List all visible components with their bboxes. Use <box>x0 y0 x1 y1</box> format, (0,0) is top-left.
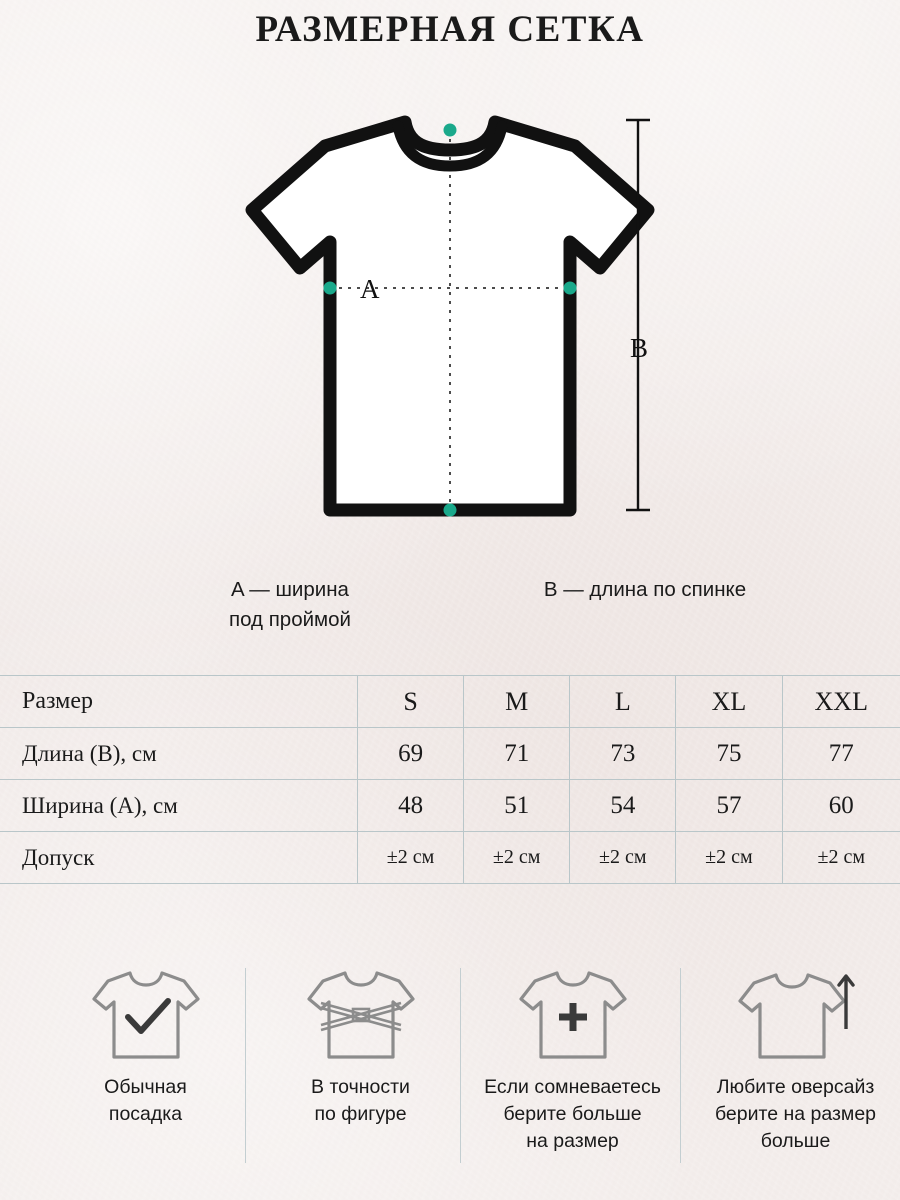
fit-oversize-line1: Любите оверсайз <box>716 1076 875 1098</box>
divider-3 <box>680 968 681 1163</box>
fit-item-size-up-doubt <box>465 960 680 1155</box>
fit-doubt-line3: на размер <box>526 1130 619 1152</box>
cell-length-xl: 75 <box>676 728 782 780</box>
table-header-row <box>0 676 900 728</box>
row-label-tolerance: Допуск <box>0 832 358 884</box>
fit-exact-line2: по фигуре <box>314 1103 407 1125</box>
legend-a-line2: под проймой <box>228 608 351 631</box>
cell-tolerance-xxl: ±2 см <box>782 832 900 884</box>
cell-tolerance-s: ±2 см <box>358 832 464 884</box>
length-dimension-bracket <box>626 120 650 510</box>
fit-advice-row <box>0 960 900 1185</box>
fit-exact-line1: В точности <box>311 1076 410 1098</box>
cell-width-s: 48 <box>358 780 464 832</box>
size-table <box>0 675 900 884</box>
cell-tolerance-l: ±2 см <box>570 832 676 884</box>
tshirt-arrow-up-icon <box>688 960 900 1070</box>
fit-doubt-line2: берите больше <box>503 1103 642 1125</box>
fit-item-regular <box>38 960 253 1128</box>
fit-label-oversize <box>688 1074 900 1155</box>
legend-b-line1: B — длина по спинке <box>543 578 747 601</box>
cell-length-l: 73 <box>570 728 676 780</box>
legend-a <box>150 575 430 635</box>
header-cell-s: S <box>358 676 464 728</box>
diagram-legend <box>0 575 900 655</box>
fit-label-size-up-doubt <box>465 1074 680 1155</box>
fit-item-exact <box>253 960 468 1128</box>
legend-a-line1: A — ширина <box>231 578 349 601</box>
cell-tolerance-m: ±2 см <box>464 832 570 884</box>
table-row <box>0 728 900 780</box>
point-left-armpit <box>324 282 337 295</box>
tshirt-plus-icon <box>465 960 680 1070</box>
tshirt-check-icon <box>38 960 253 1070</box>
header-cell-xxl: XXL <box>782 676 900 728</box>
fit-item-oversize <box>688 960 900 1155</box>
cell-width-xl: 57 <box>676 780 782 832</box>
header-cell-label: Размер <box>0 676 358 728</box>
point-hem <box>444 504 457 517</box>
fit-oversize-line3: больше <box>760 1130 831 1152</box>
label-a: A <box>360 274 380 304</box>
cell-length-xxl: 77 <box>782 728 900 780</box>
fit-regular-line1: Обычная <box>104 1076 187 1098</box>
header-cell-m: M <box>464 676 570 728</box>
cell-length-m: 71 <box>464 728 570 780</box>
page-title: РАЗМЕРНАЯ СЕТКА <box>255 9 645 50</box>
fit-oversize-line2: берите на размер <box>714 1103 877 1125</box>
cell-width-l: 54 <box>570 780 676 832</box>
fit-label-exact <box>253 1074 468 1128</box>
tshirt-diagram <box>0 100 900 560</box>
point-right-armpit <box>564 282 577 295</box>
table-row <box>0 832 900 884</box>
divider-2 <box>460 968 461 1163</box>
fit-regular-line2: посадка <box>108 1103 183 1125</box>
header-cell-l: L <box>570 676 676 728</box>
cell-width-xxl: 60 <box>782 780 900 832</box>
label-b: B <box>630 333 649 363</box>
cell-length-s: 69 <box>358 728 464 780</box>
fit-label-regular <box>38 1074 253 1128</box>
fit-doubt-line1: Если сомневаетесь <box>484 1076 661 1098</box>
table-row <box>0 780 900 832</box>
divider-1 <box>245 968 246 1163</box>
row-label-length: Длина (B), см <box>0 728 358 780</box>
tshirt-measure-icon <box>253 960 468 1070</box>
point-neck <box>444 124 457 137</box>
legend-b <box>455 575 835 605</box>
row-label-width: Ширина (A), см <box>0 780 358 832</box>
header-cell-xl: XL <box>676 676 782 728</box>
cell-width-m: 51 <box>464 780 570 832</box>
cell-tolerance-xl: ±2 см <box>676 832 782 884</box>
tshirt-outline-icon <box>252 122 648 510</box>
